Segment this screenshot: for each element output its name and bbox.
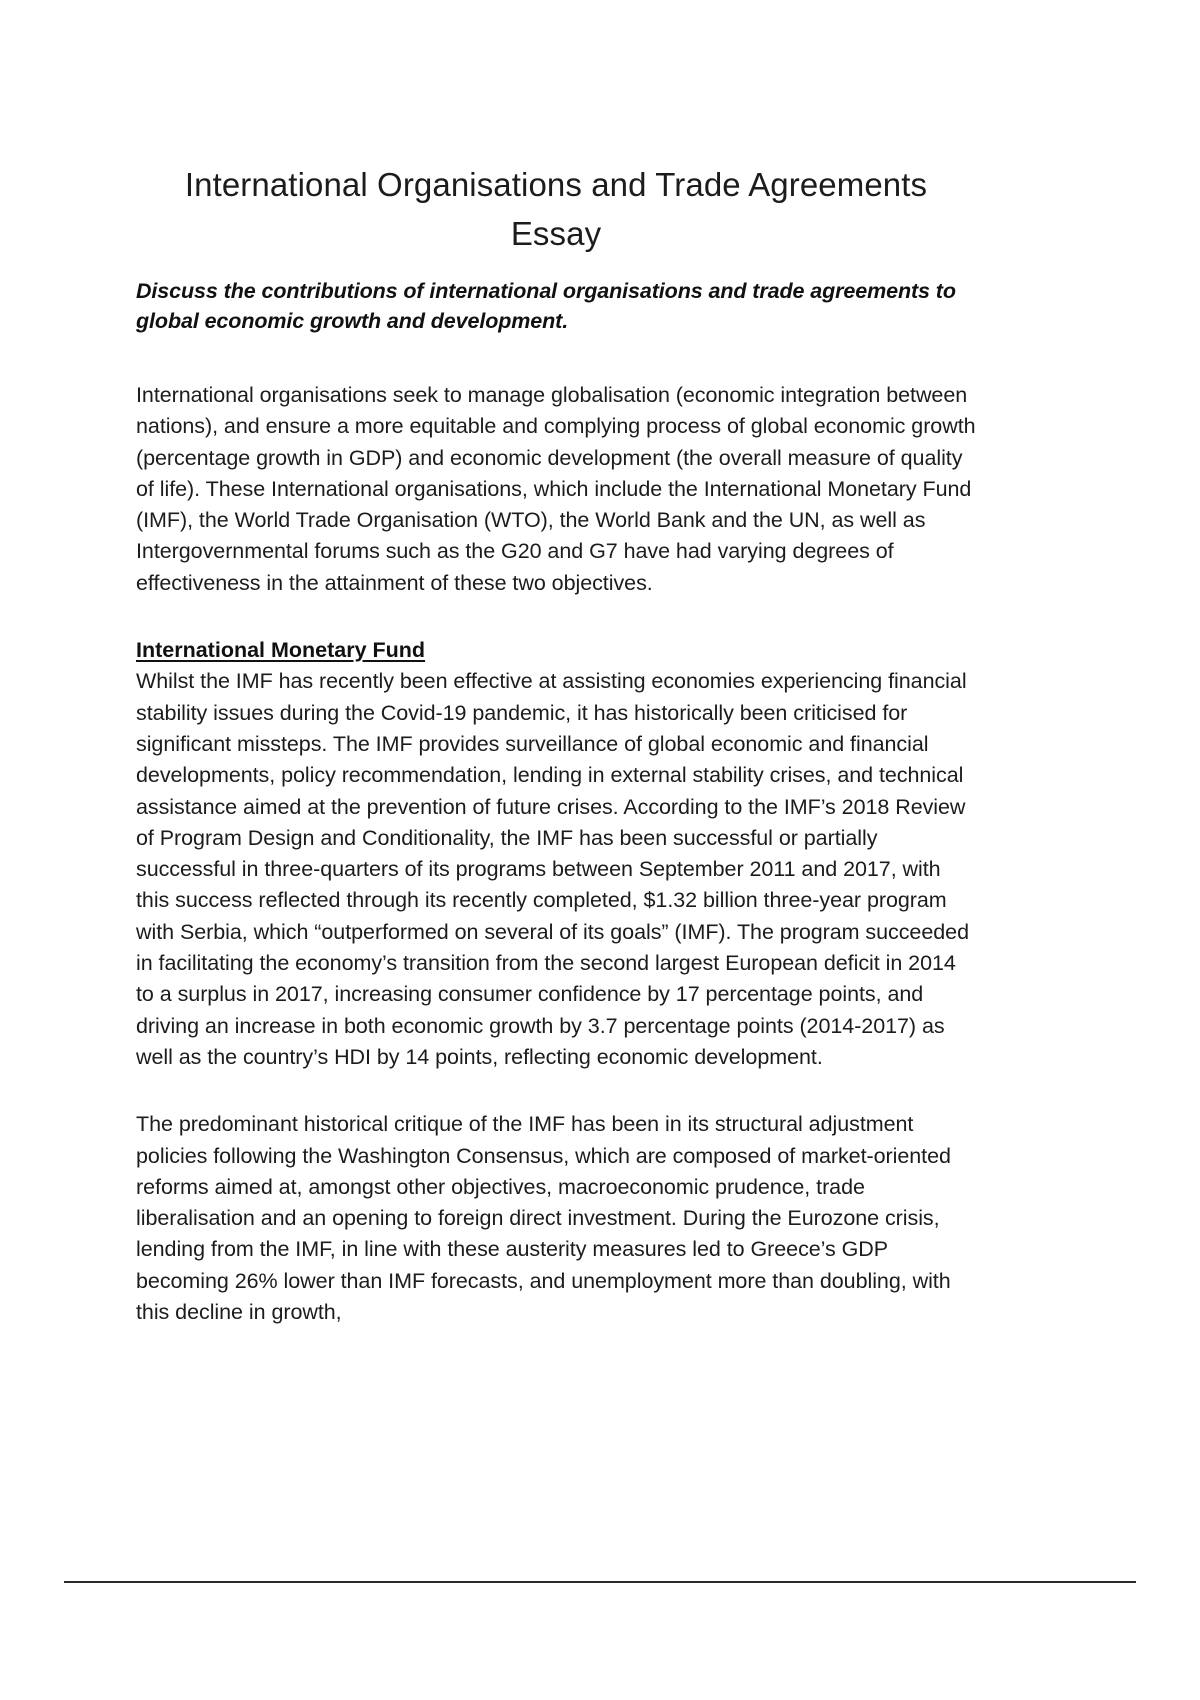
imf-heading-wrapper	[136, 635, 976, 666]
imf-paragraph: Whilst the IMF has recently been effective at assisting economies experiencing financial stability issues during the Covid-19 pandemic, it has historically been criticised for significant missteps. The IMF provides surveillance of global economic and financial developments, policy recommendation, lending in external stability crises, and technical assistance aimed at the prevention of future crises. According to the IMF’s 2018 Review of Program Design and Conditionality, the IMF has been successful or partially successful in three-quarters of its programs between September 2011 and 2017, with this success reflected through its recently completed, $1.32 billion three-year program with Serbia, which “outperformed on several of its goals” (IMF). The program succeeded in facilitating the economy’s transition from the second largest European deficit in 2014 to a surplus in 2017, increasing consumer confidence by 17 percentage points, and driving an increase in both economic growth by 3.7 percentage points (2014-2017) as well as the country’s HDI by 14 points, reflecting economic development.	[136, 669, 969, 1069]
page-footer-rule	[64, 1581, 1136, 1583]
page-title	[136, 160, 976, 258]
critique-paragraph: The predominant historical critique of the IMF has been in its structural adjustment policies following the Washington Consensus, which are composed of market-oriented reforms aimed at, amongst other objectives, macroeconomic prudence, trade liberalisation and an opening to foreign direct investment. During the Eurozone crisis, lending from the IMF, in line with these austerity measures led to Greece’s GDP becoming 26% lower than IMF forecasts, and unemployment more than doubling, with this decline in growth,	[136, 1112, 951, 1325]
spacer-before-critique	[136, 1073, 976, 1109]
page-title-line-2: Essay	[510, 215, 602, 252]
spacer-after-prompt	[136, 336, 976, 380]
page-title-line-1: International Organisations and Trade Agreements	[184, 166, 928, 203]
essay-prompt: Discuss the contributions of international organisations and trade agreements to global economic growth and development.	[136, 279, 956, 333]
section-heading-imf: International Monetary Fund	[136, 638, 426, 663]
spacer-before-imf-heading	[136, 599, 976, 635]
intro-paragraph: International organisations seek to manage globalisation (economic integration between nations), and ensure a more equitable and complying process of global economic growth (percentage growth in GDP) and economic development (the overall measure of quality of life). These International organisations, which include the International Monetary Fund (IMF), the World Trade Organisation (WTO), the World Bank and the UN, as well as Intergovernmental forums such as the G20 and G7 have had varying degrees of effectiveness in the attainment of these two objectives.	[136, 383, 976, 595]
document-body	[136, 160, 976, 1328]
